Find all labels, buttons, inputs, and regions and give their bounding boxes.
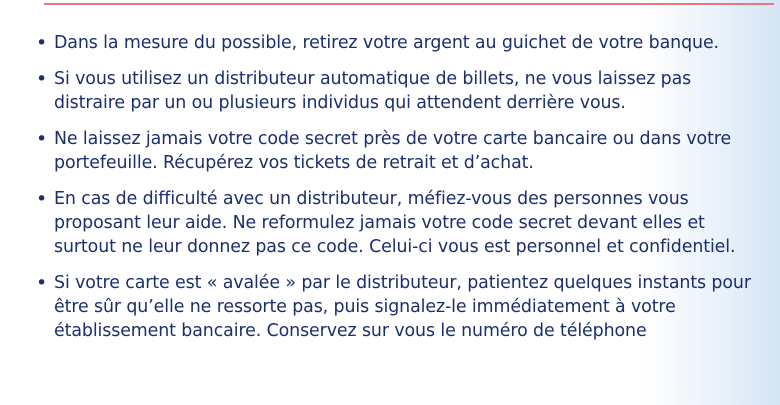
bullet-icon: • (36, 68, 48, 90)
tip-text: En cas de difficulté avec un distributeur, méfiez-vous des personnes vous proposant leur aide. Ne reformulez jamais votre code secret devant elles et surtout ne leur donnez pas ce code. Celui-ci vous est personnel et confidentiel. (54, 189, 736, 257)
list-item (36, 31, 756, 55)
list-item (36, 67, 756, 115)
tip-text: Si votre carte est « avalée » par le distributeur, patientez quelques instants pour être sûr qu’elle ne ressorte pas, puis signalez-le immédiatement à votre établissement bancaire. Conservez sur vous le numéro de téléphone (54, 273, 751, 341)
list-item (36, 187, 756, 259)
list-item (36, 127, 756, 175)
tip-text: Ne laissez jamais votre code secret près de votre carte bancaire ou dans votre portefeuille. Récupérez vos tickets de retrait et d’achat. (54, 129, 732, 173)
tip-text: Si vous utilisez un distributeur automatique de billets, ne vous laissez pas distraire par un ou plusieurs individus qui attendent derrière vous. (54, 69, 692, 113)
bullet-icon: • (36, 32, 48, 54)
bullet-icon: • (36, 188, 48, 210)
bullet-icon: • (36, 128, 48, 150)
tip-text: Dans la mesure du possible, retirez votre argent au guichet de votre banque. (54, 33, 719, 53)
safety-tips-list (36, 31, 756, 355)
section-divider (44, 3, 774, 5)
list-item (36, 271, 756, 343)
bullet-icon: • (36, 272, 48, 294)
